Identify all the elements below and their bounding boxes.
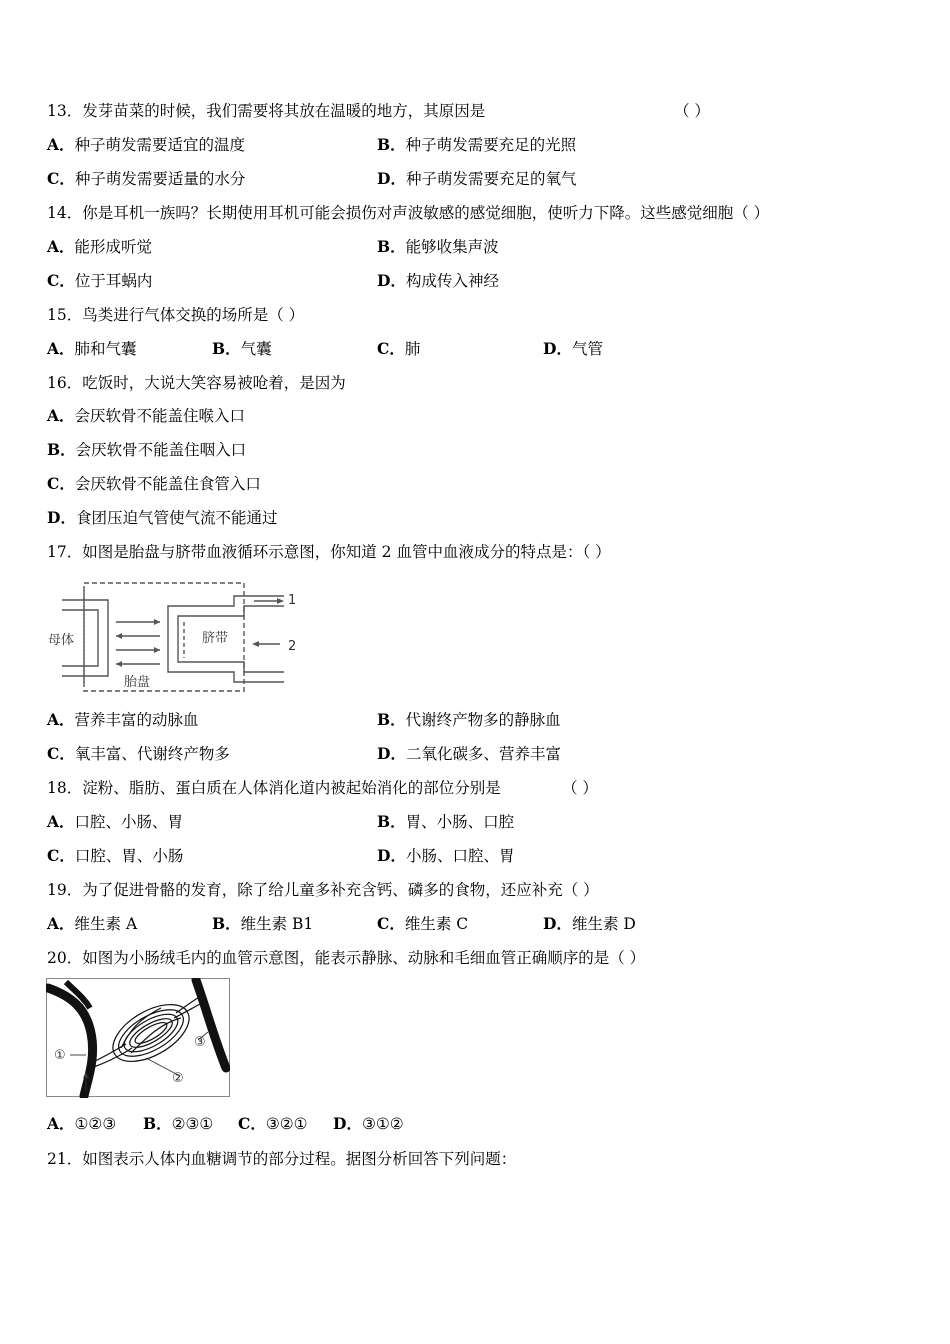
question-20-stem: 20．如图为小肠绒毛内的血管示意图，能表示静脉、动脉和毛细血管正确顺序的是（ ） xyxy=(47,949,646,967)
question-16-stem: 16．吃饭时，大说大笑容易被呛着，是因为 xyxy=(47,374,346,392)
question-19-stem: 19．为了促进骨骼的发育，除了给儿童多补充含钙、磷多的食物，还应补充（ ） xyxy=(47,881,599,899)
question-19-option-c: C．维生素 C xyxy=(377,914,469,933)
question-20-option-c: C．③②① xyxy=(238,1114,308,1133)
question-17-option-b: B．代谢终产物多的静脉血 xyxy=(377,710,561,729)
label-vessel-1: 1 xyxy=(288,593,297,608)
question-17-stem: 17．如图是胎盘与脐带血液循环示意图，你知道 2 血管中血液成分的特点是：（ ） xyxy=(47,543,611,561)
question-18-option-c: C．口腔、胃、小肠 xyxy=(47,846,184,865)
question-13-option-c: C．种子萌发需要适量的水分 xyxy=(47,169,246,188)
question-19-option-b: B．维生素 B1 xyxy=(212,914,314,933)
question-17-option-d: D．二氧化碳多、营养丰富 xyxy=(377,744,561,763)
question-16-option-a: A．会厌软骨不能盖住喉入口 xyxy=(47,406,246,425)
question-13-option-a: A．种子萌发需要适宜的温度 xyxy=(47,135,246,154)
label-vessel-2: 2 xyxy=(288,639,297,654)
question-16-option-c: C．会厌软骨不能盖住食管入口 xyxy=(47,474,261,493)
question-20-option-d: D．③①② xyxy=(333,1114,404,1133)
question-16-option-b: B．会厌软骨不能盖住咽入口 xyxy=(47,440,247,459)
marker-3: ③ xyxy=(194,1035,206,1050)
question-15-option-c: C．肺 xyxy=(377,339,421,358)
question-14-option-c: C．位于耳蜗内 xyxy=(47,271,153,290)
placenta-umbilical-diagram xyxy=(44,578,304,696)
question-15-stem: 15．鸟类进行气体交换的场所是（ ） xyxy=(47,306,305,324)
question-13-option-d: D．种子萌发需要充足的氧气 xyxy=(377,169,577,188)
label-placenta: 胎盘 xyxy=(124,675,151,690)
question-18-option-b: B．胃、小肠、口腔 xyxy=(377,812,515,831)
label-umbilical-cord: 脐带 xyxy=(202,631,229,646)
question-18-answer-paren: （ ） xyxy=(562,779,598,797)
question-13-option-b: B．种子萌发需要充足的光照 xyxy=(377,135,577,154)
question-14-option-d: D．构成传入神经 xyxy=(377,271,499,290)
question-14-option-b: B．能够收集声波 xyxy=(377,237,499,256)
question-15-option-b: B．气囊 xyxy=(212,339,272,358)
question-15-option-a: A．肺和气囊 xyxy=(47,339,137,358)
question-16-option-d: D．食团压迫气管使气流不能通过 xyxy=(47,508,278,527)
villus-blood-vessel-diagram xyxy=(46,978,230,1098)
question-18-option-a: A．口腔、小肠、胃 xyxy=(47,812,184,831)
label-mother: 母体 xyxy=(48,633,75,648)
question-13-answer-paren: （ ） xyxy=(674,102,710,120)
question-19-option-a: A．维生素 A xyxy=(47,914,138,933)
question-14-stem: 14．你是耳机一族吗？长期使用耳机可能会损伤对声波敏感的感觉细胞，使听力下降。这些感觉细胞（ ） xyxy=(47,204,770,222)
question-18-stem: 18．淀粉、脂肪、蛋白质在人体消化道内被起始消化的部位分别是 xyxy=(47,779,501,797)
marker-2: ② xyxy=(172,1071,184,1086)
question-13-stem: 13．发芽苗菜的时候，我们需要将其放在温暖的地方，其原因是 xyxy=(47,102,486,120)
question-15-option-d: D．气管 xyxy=(543,339,603,358)
question-19-option-d: D．维生素 D xyxy=(543,914,636,933)
question-14-option-a: A．能形成听觉 xyxy=(47,237,153,256)
question-18-option-d: D．小肠、口腔、胃 xyxy=(377,846,515,865)
question-20-option-b: B．②③① xyxy=(143,1114,214,1133)
question-21-stem: 21．如图表示人体内血糖调节的部分过程。据图分析回答下列问题： xyxy=(47,1150,517,1168)
question-17-option-a: A．营养丰富的动脉血 xyxy=(47,710,199,729)
question-17-option-c: C．氧丰富、代谢终产物多 xyxy=(47,744,230,763)
marker-1: ① xyxy=(54,1048,66,1063)
question-20-option-a: A．①②③ xyxy=(47,1114,117,1133)
